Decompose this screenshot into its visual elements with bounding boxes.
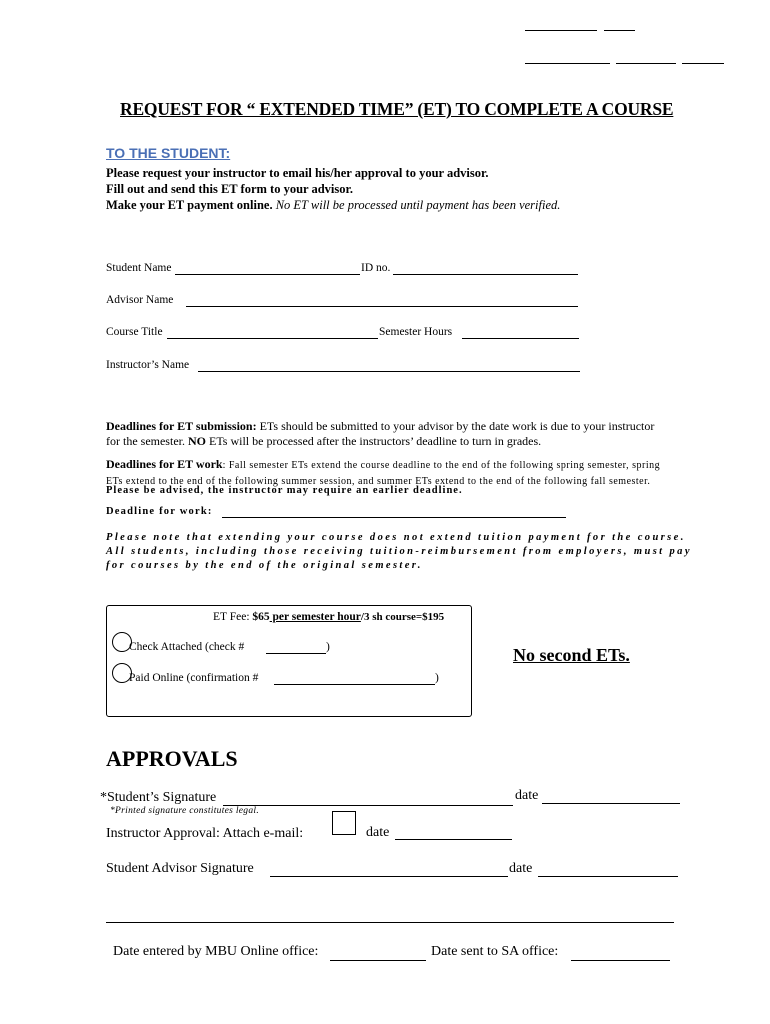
course-title-label: Course Title xyxy=(106,326,163,338)
student-signature-field[interactable] xyxy=(223,805,513,806)
date-sent-field[interactable] xyxy=(571,960,670,961)
advisor-name-label: Advisor Name xyxy=(106,294,174,306)
date-entered-label: Date entered by MBU Online office: xyxy=(113,944,319,959)
advised-note: Please be advised, the instructor may require an earlier deadline. xyxy=(106,485,463,496)
to-student-heading: TO THE STUDENT: xyxy=(106,145,231,161)
student-signature-label: *Student’s Signature xyxy=(100,790,217,805)
top-blank-line-1 xyxy=(525,30,597,31)
page-title: REQUEST FOR “ EXTENDED TIME” (ET) TO COMPLETE A COURSE xyxy=(120,99,674,119)
et-fee-per: per semester hour xyxy=(269,611,361,623)
deadline-for-work-field[interactable] xyxy=(222,517,566,518)
date-label-3: date xyxy=(509,861,533,876)
footer-divider xyxy=(106,922,674,923)
submission-deadline-text-2-pre: for the semester. xyxy=(106,434,188,448)
instructor-approval-label: Instructor Approval: Attach e-mail: xyxy=(106,826,304,841)
course-title-field[interactable] xyxy=(167,338,378,339)
instructor-name-field[interactable] xyxy=(198,371,580,372)
et-fee-prefix: ET Fee: xyxy=(213,611,253,623)
id-label: ID no. xyxy=(361,262,391,274)
date-sent-label: Date sent to SA office: xyxy=(431,944,559,959)
no-second-ets: No second ETs. xyxy=(513,645,630,665)
confirmation-number-field[interactable] xyxy=(274,684,435,685)
paid-online-label: Paid Online (confirmation # xyxy=(129,672,259,684)
check-attached-label: Check Attached (check # xyxy=(129,641,245,653)
date-label-2: date xyxy=(366,825,390,840)
student-name-field[interactable] xyxy=(175,274,360,275)
submission-deadline-label: Deadlines for ET submission: xyxy=(106,419,257,433)
et-fee-text xyxy=(213,611,444,623)
instruction-line-2: Fill out and send this ET form to your advisor. xyxy=(106,182,354,196)
submission-deadline-text-1: ETs should be submitted to your advisor by the date work is due to your instructor xyxy=(256,419,655,433)
work-deadline-text-2: ETs extend to the end of the following summer session, and summer ETs extend to the end of the following fall semester. xyxy=(106,476,651,487)
payment-verified-text: No ET will be processed until payment has been verified. xyxy=(272,198,561,212)
submission-deadline-text-2-post: ETs will be processed after the instructors’ deadline to turn in grades. xyxy=(205,434,542,448)
top-blank-line-3 xyxy=(525,63,610,64)
advisor-signature-field[interactable] xyxy=(270,876,508,877)
paid-close-paren: ) xyxy=(435,672,439,684)
advisor-signature-label: Student Advisor Signature xyxy=(106,861,254,876)
tuition-note: Please note that extending your course does not extend tuition payment for the course. All students, including those receiving tuition-reimbursement from employers, must pay for courses by the end of the original semester. xyxy=(106,532,692,571)
check-number-field[interactable] xyxy=(266,653,326,654)
et-fee-amount: $65 xyxy=(252,611,270,623)
date-label-1: date xyxy=(515,788,539,803)
instruction-line-3 xyxy=(106,198,560,213)
date-entered-field[interactable] xyxy=(330,960,426,961)
deadline-for-work-label: Deadline for work: xyxy=(106,506,213,517)
top-blank-line-4 xyxy=(616,63,676,64)
payment-online-text: Make your ET payment online. xyxy=(106,198,273,212)
student-date-field[interactable] xyxy=(542,803,680,804)
submission-deadline-paragraph xyxy=(106,419,721,449)
printed-signature-note: *Printed signature constitutes legal. xyxy=(110,806,260,816)
et-fee-suffix: /3 sh course=$195 xyxy=(360,611,445,623)
id-field[interactable] xyxy=(393,274,578,275)
instructor-date-field[interactable] xyxy=(395,839,512,840)
top-blank-line-5 xyxy=(682,63,724,64)
work-deadline-text-1: : Fall semester ETs extend the course deadline to the end of the following spring semester, spring xyxy=(222,460,661,471)
advisor-name-field[interactable] xyxy=(186,306,578,307)
student-name-label: Student Name xyxy=(106,262,172,274)
work-deadline-label: Deadlines for ET work xyxy=(106,457,223,471)
attach-email-checkbox[interactable] xyxy=(332,811,356,835)
check-close-paren: ) xyxy=(326,641,330,653)
no-ets-bold: NO xyxy=(187,434,206,448)
top-blank-line-2 xyxy=(604,30,635,31)
approvals-heading: APPROVALS xyxy=(106,746,238,771)
semester-hours-label: Semester Hours xyxy=(379,326,453,338)
semester-hours-field[interactable] xyxy=(462,338,579,339)
instruction-line-1: Please request your instructor to email his/her approval to your advisor. xyxy=(106,166,489,180)
advisor-date-field[interactable] xyxy=(538,876,678,877)
instructor-name-label: Instructor’s Name xyxy=(106,359,190,371)
